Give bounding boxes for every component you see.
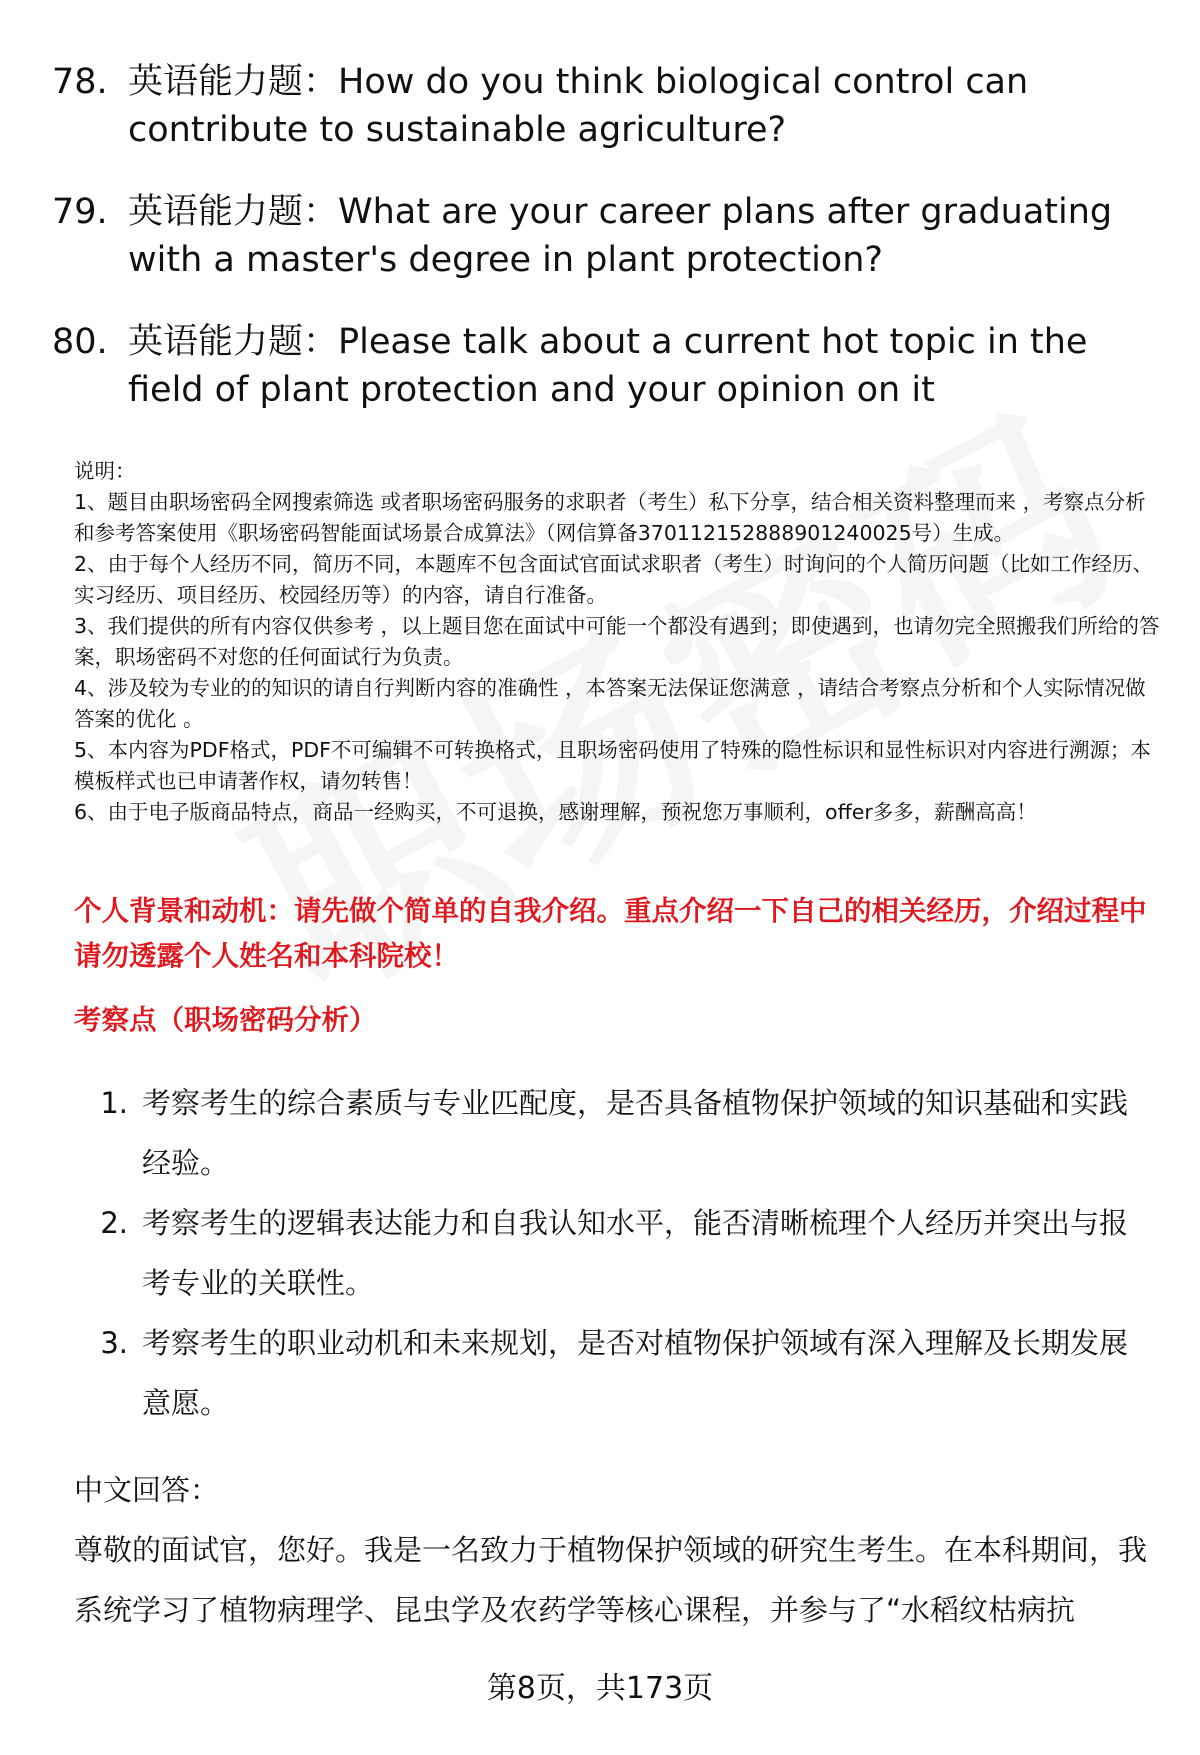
question-label: 英语能力题： xyxy=(128,192,339,232)
question-item xyxy=(52,58,1162,154)
analysis-list xyxy=(74,1073,1154,1433)
question-label: 英语能力题： xyxy=(128,62,339,102)
page-footer: 第8页，共173页 xyxy=(486,1671,714,1706)
question-number: 78. xyxy=(52,62,108,102)
background-question: 个人背景和动机：请先做个简单的自我介绍。重点介绍一下自己的相关经历，介绍过程中请勿透露个人姓名和本科院校！ xyxy=(74,895,1147,972)
question-label: 英语能力题： xyxy=(128,322,339,362)
question-list xyxy=(52,58,1162,448)
question-text xyxy=(128,58,1162,154)
analysis-text: 考察考生的职业动机和未来规划，是否对植物保护领域有深入理解及长期发展意愿。 xyxy=(142,1326,1129,1420)
question-item xyxy=(52,188,1162,284)
note-item: 4、涉及较为专业的的知识的请自行判断内容的准确性 ，本答案无法保证您满意 ，请结合考察点分析和个人实际情况做答案的优化 。 xyxy=(74,676,1146,731)
analysis-number: 1. xyxy=(100,1086,128,1120)
question-number: 80. xyxy=(52,322,108,362)
question-text xyxy=(128,188,1162,284)
note-item: 2、由于每个人经历不同，简历不同，本题库不包含面试官面试求职者（考生）时询问的个人简历问题（比如工作经历、实习经历、项目经历、校园经历等）的内容，请自行准备。 xyxy=(74,552,1154,607)
answer-label: 中文回答： xyxy=(74,1473,220,1507)
question-number: 79. xyxy=(52,192,108,232)
analysis-text: 考察考生的逻辑表达能力和自我认知水平，能否清晰梳理个人经历并突出与报考专业的关联性。 xyxy=(142,1206,1129,1300)
question-body: Please talk about a current hot topic in the field of plant protection and your opinion on it xyxy=(128,322,1088,410)
note-item: 5、本内容为PDF格式，PDF不可编辑不可转换格式，且职场密码使用了特殊的隐性标识和显性标识对内容进行溯源；本模板样式也已申请著作权，请勿转售！ xyxy=(74,738,1151,793)
question-body: What are your career plans after graduating with a master's degree in plant protection? xyxy=(128,192,1113,280)
question-item xyxy=(52,318,1162,414)
analysis-item xyxy=(74,1193,1154,1313)
notes-section xyxy=(74,456,1164,828)
analysis-number: 3. xyxy=(100,1326,128,1360)
answer-text: 尊敬的面试官，您好。我是一名致力于植物保护领域的研究生考生。在本科期间，我系统学习了植物病理学、昆虫学及农药学等核心课程，并参与了“水稻纹枯病抗 xyxy=(74,1533,1148,1627)
analysis-heading: 考察点（职场密码分析） xyxy=(74,1004,377,1036)
note-item: 3、我们提供的所有内容仅供参考 ，以上题目您在面试中可能一个都没有遇到；即使遇到，也请勿完全照搬我们所给的答案，职场密码不对您的任何面试行为负责。 xyxy=(74,614,1160,669)
question-body: How do you think biological control can contribute to sustainable agriculture? xyxy=(128,62,1029,150)
note-item: 1、题目由职场密码全网搜索筛选 或者职场密码服务的求职者（考生）私下分享，结合相关资料整理而来 ，考察点分析和参考答案使用《职场密码智能面试场景合成算法》（网信算备370112152888901240025号）生成。 xyxy=(74,490,1146,545)
analysis-text: 考察考生的综合素质与专业匹配度，是否具备植物保护领域的知识基础和实践经验。 xyxy=(142,1086,1129,1180)
note-item: 6、由于电子版商品特点，商品一经购买，不可退换，感谢理解，预祝您万事顺利，offer多多，薪酬高高！ xyxy=(74,800,1037,824)
analysis-item xyxy=(74,1313,1154,1433)
answer-section xyxy=(74,1460,1154,1640)
analysis-item xyxy=(74,1073,1154,1193)
question-text xyxy=(128,318,1162,414)
notes-title: 说明： xyxy=(74,459,136,483)
analysis-number: 2. xyxy=(100,1206,128,1240)
